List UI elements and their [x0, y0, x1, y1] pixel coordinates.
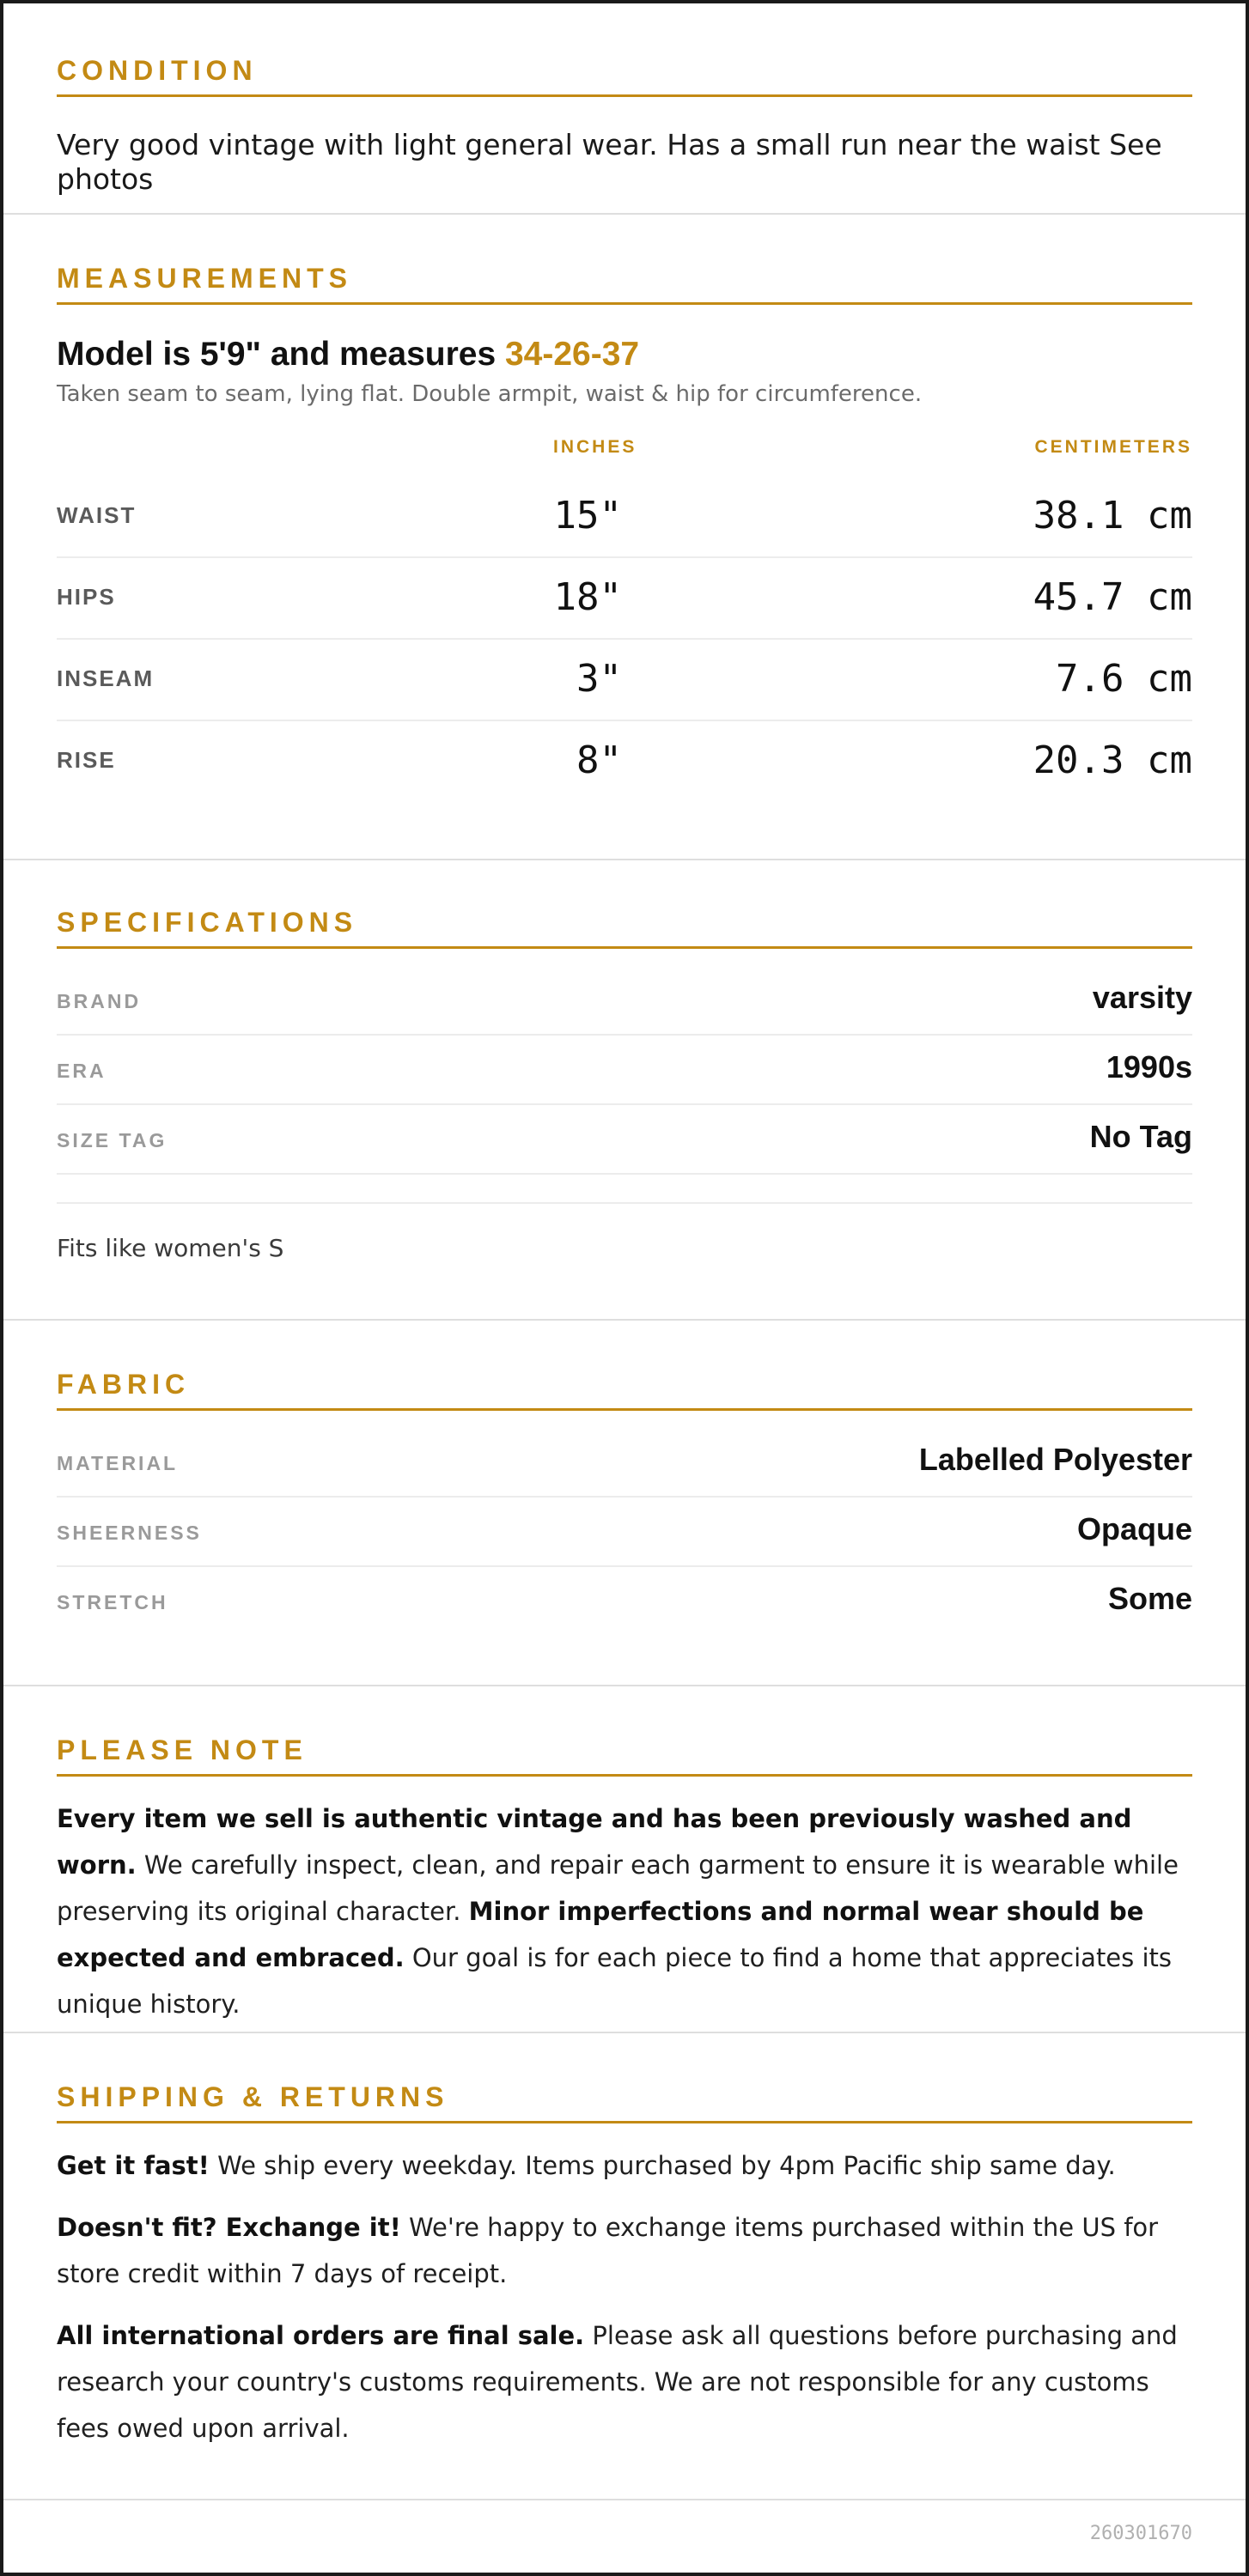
fabric-value: Some [1107, 1581, 1192, 1616]
spec-label: BRAND [57, 990, 142, 1012]
measurements-subtitle: Taken seam to seam, lying flat. Double armpit, waist & hip for circumference. [57, 381, 923, 407]
fabric-value: Labelled Polyester [918, 1442, 1192, 1477]
shipping-paragraph-2 [57, 2204, 1192, 2297]
please-note-text [57, 1795, 1192, 2027]
measurement-row [57, 721, 1192, 803]
please-note-rule [57, 1774, 1192, 1777]
model-measurements [57, 334, 1192, 375]
specifications-section [3, 902, 1246, 1264]
measurement-cm: 38.1 cm [1033, 494, 1192, 538]
measurement-label: INSEAM [57, 665, 155, 691]
measurement-inches: 15" [553, 494, 622, 538]
section-divider [3, 1685, 1246, 1686]
shipping-heading: SHIPPING & RETURNS [57, 2081, 449, 2112]
spec-value: No Tag [1089, 1119, 1192, 1154]
fabric-list [57, 1428, 1192, 1637]
please-note-heading: PLEASE NOTE [57, 1735, 308, 1765]
fabric-heading: FABRIC [57, 1369, 191, 1400]
shipping-bold-1: Get it fast! [57, 2151, 210, 2180]
measurements-column-headers [57, 432, 1192, 466]
shipping-paragraph-1 [57, 2142, 1192, 2189]
spec-value: varsity [1092, 980, 1192, 1015]
fit-note: Fits like women's S [57, 1234, 284, 1262]
spec-row-size-tag [57, 1105, 1192, 1175]
shipping-text-1: We ship every weekday. Items purchased by 4pm Pacific ship same day. [209, 2151, 1116, 2180]
note-text-1: We carefully inspect, clean, and repair each garment to ensure it is wearable while preserving its original character. [57, 1850, 1179, 1926]
measurements-section [3, 258, 1246, 803]
measurement-row [57, 558, 1192, 640]
shipping-text-3: Please ask all questions before purchasing and research your country's customs requirements. We are not responsible for any customs fees owed upon arrival. [57, 2321, 1178, 2443]
fabric-section [3, 1364, 1246, 1637]
condition-text: Very good vintage with light general wear. Has a small run near the waist See photos [57, 128, 1162, 196]
spec-row-brand [57, 966, 1192, 1036]
note-bold-1: Every item we sell is authentic vintage and has been previously washed and worn. [57, 1804, 1132, 1880]
please-note-section [3, 1729, 1246, 2027]
shipping-paragraph-3 [57, 2312, 1192, 2451]
measurement-cm: 20.3 cm [1033, 738, 1192, 782]
fabric-row-sheerness [57, 1498, 1192, 1567]
specifications-rule [57, 946, 1192, 949]
column-centimeters: CENTIMETERS [1034, 437, 1192, 457]
shipping-rule [57, 2121, 1192, 2123]
section-divider [3, 213, 1246, 215]
measurement-inches: 3" [576, 657, 622, 701]
measurements-table [57, 477, 1192, 803]
note-bold-2: Minor imperfections and normal wear should be expected and embraced. [57, 1897, 1144, 1972]
spec-value: 1990s [1106, 1049, 1192, 1084]
condition-heading: CONDITION [57, 55, 258, 86]
model-prefix: Model is 5'9" and measures [57, 336, 505, 373]
specifications-heading: SPECIFICATIONS [57, 907, 358, 938]
fabric-value: Opaque [1076, 1511, 1192, 1546]
measurement-inches: 8" [576, 738, 622, 782]
column-inches: INCHES [553, 437, 637, 457]
section-divider [3, 2032, 1246, 2033]
shipping-text-2: We're happy to exchange items purchased within the US for store credit within 7 days of receipt. [57, 2213, 1159, 2288]
shipping-bold-2: Doesn't fit? Exchange it! [57, 2213, 401, 2242]
measurement-cm: 7.6 cm [1056, 657, 1192, 701]
fabric-label: SHEERNESS [57, 1522, 202, 1544]
section-divider [3, 1319, 1246, 1321]
measurement-cm: 45.7 cm [1033, 575, 1192, 619]
fabric-label: STRETCH [57, 1591, 168, 1613]
spec-label: SIZE TAG [57, 1129, 168, 1151]
shipping-section [3, 2076, 1246, 2467]
condition-section [3, 50, 1246, 197]
section-divider [3, 859, 1246, 860]
fit-separator [57, 1202, 1192, 1204]
fabric-rule [57, 1408, 1192, 1411]
fabric-row-stretch [57, 1567, 1192, 1637]
shipping-bold-3: All international orders are final sale. [57, 2321, 585, 2350]
measurement-label: HIPS [57, 584, 116, 610]
spec-row-era [57, 1036, 1192, 1105]
specifications-list [57, 966, 1192, 1175]
measurements-heading: MEASUREMENTS [57, 263, 353, 294]
section-divider [3, 2499, 1246, 2500]
product-id: 260301670 [1089, 2523, 1192, 2544]
fabric-row-material [57, 1428, 1192, 1498]
measurement-row [57, 640, 1192, 721]
fabric-label: MATERIAL [57, 1452, 179, 1474]
condition-rule [57, 94, 1192, 97]
measurement-label: WAIST [57, 502, 137, 528]
spec-label: ERA [57, 1060, 107, 1082]
note-text-2: Our goal is for each piece to find a home that appreciates its unique history. [57, 1943, 1173, 2019]
model-stats: 34-26-37 [504, 336, 640, 373]
measurements-rule [57, 302, 1192, 305]
measurement-label: RISE [57, 747, 116, 773]
measurement-inches: 18" [553, 575, 622, 619]
measurement-row [57, 477, 1192, 558]
